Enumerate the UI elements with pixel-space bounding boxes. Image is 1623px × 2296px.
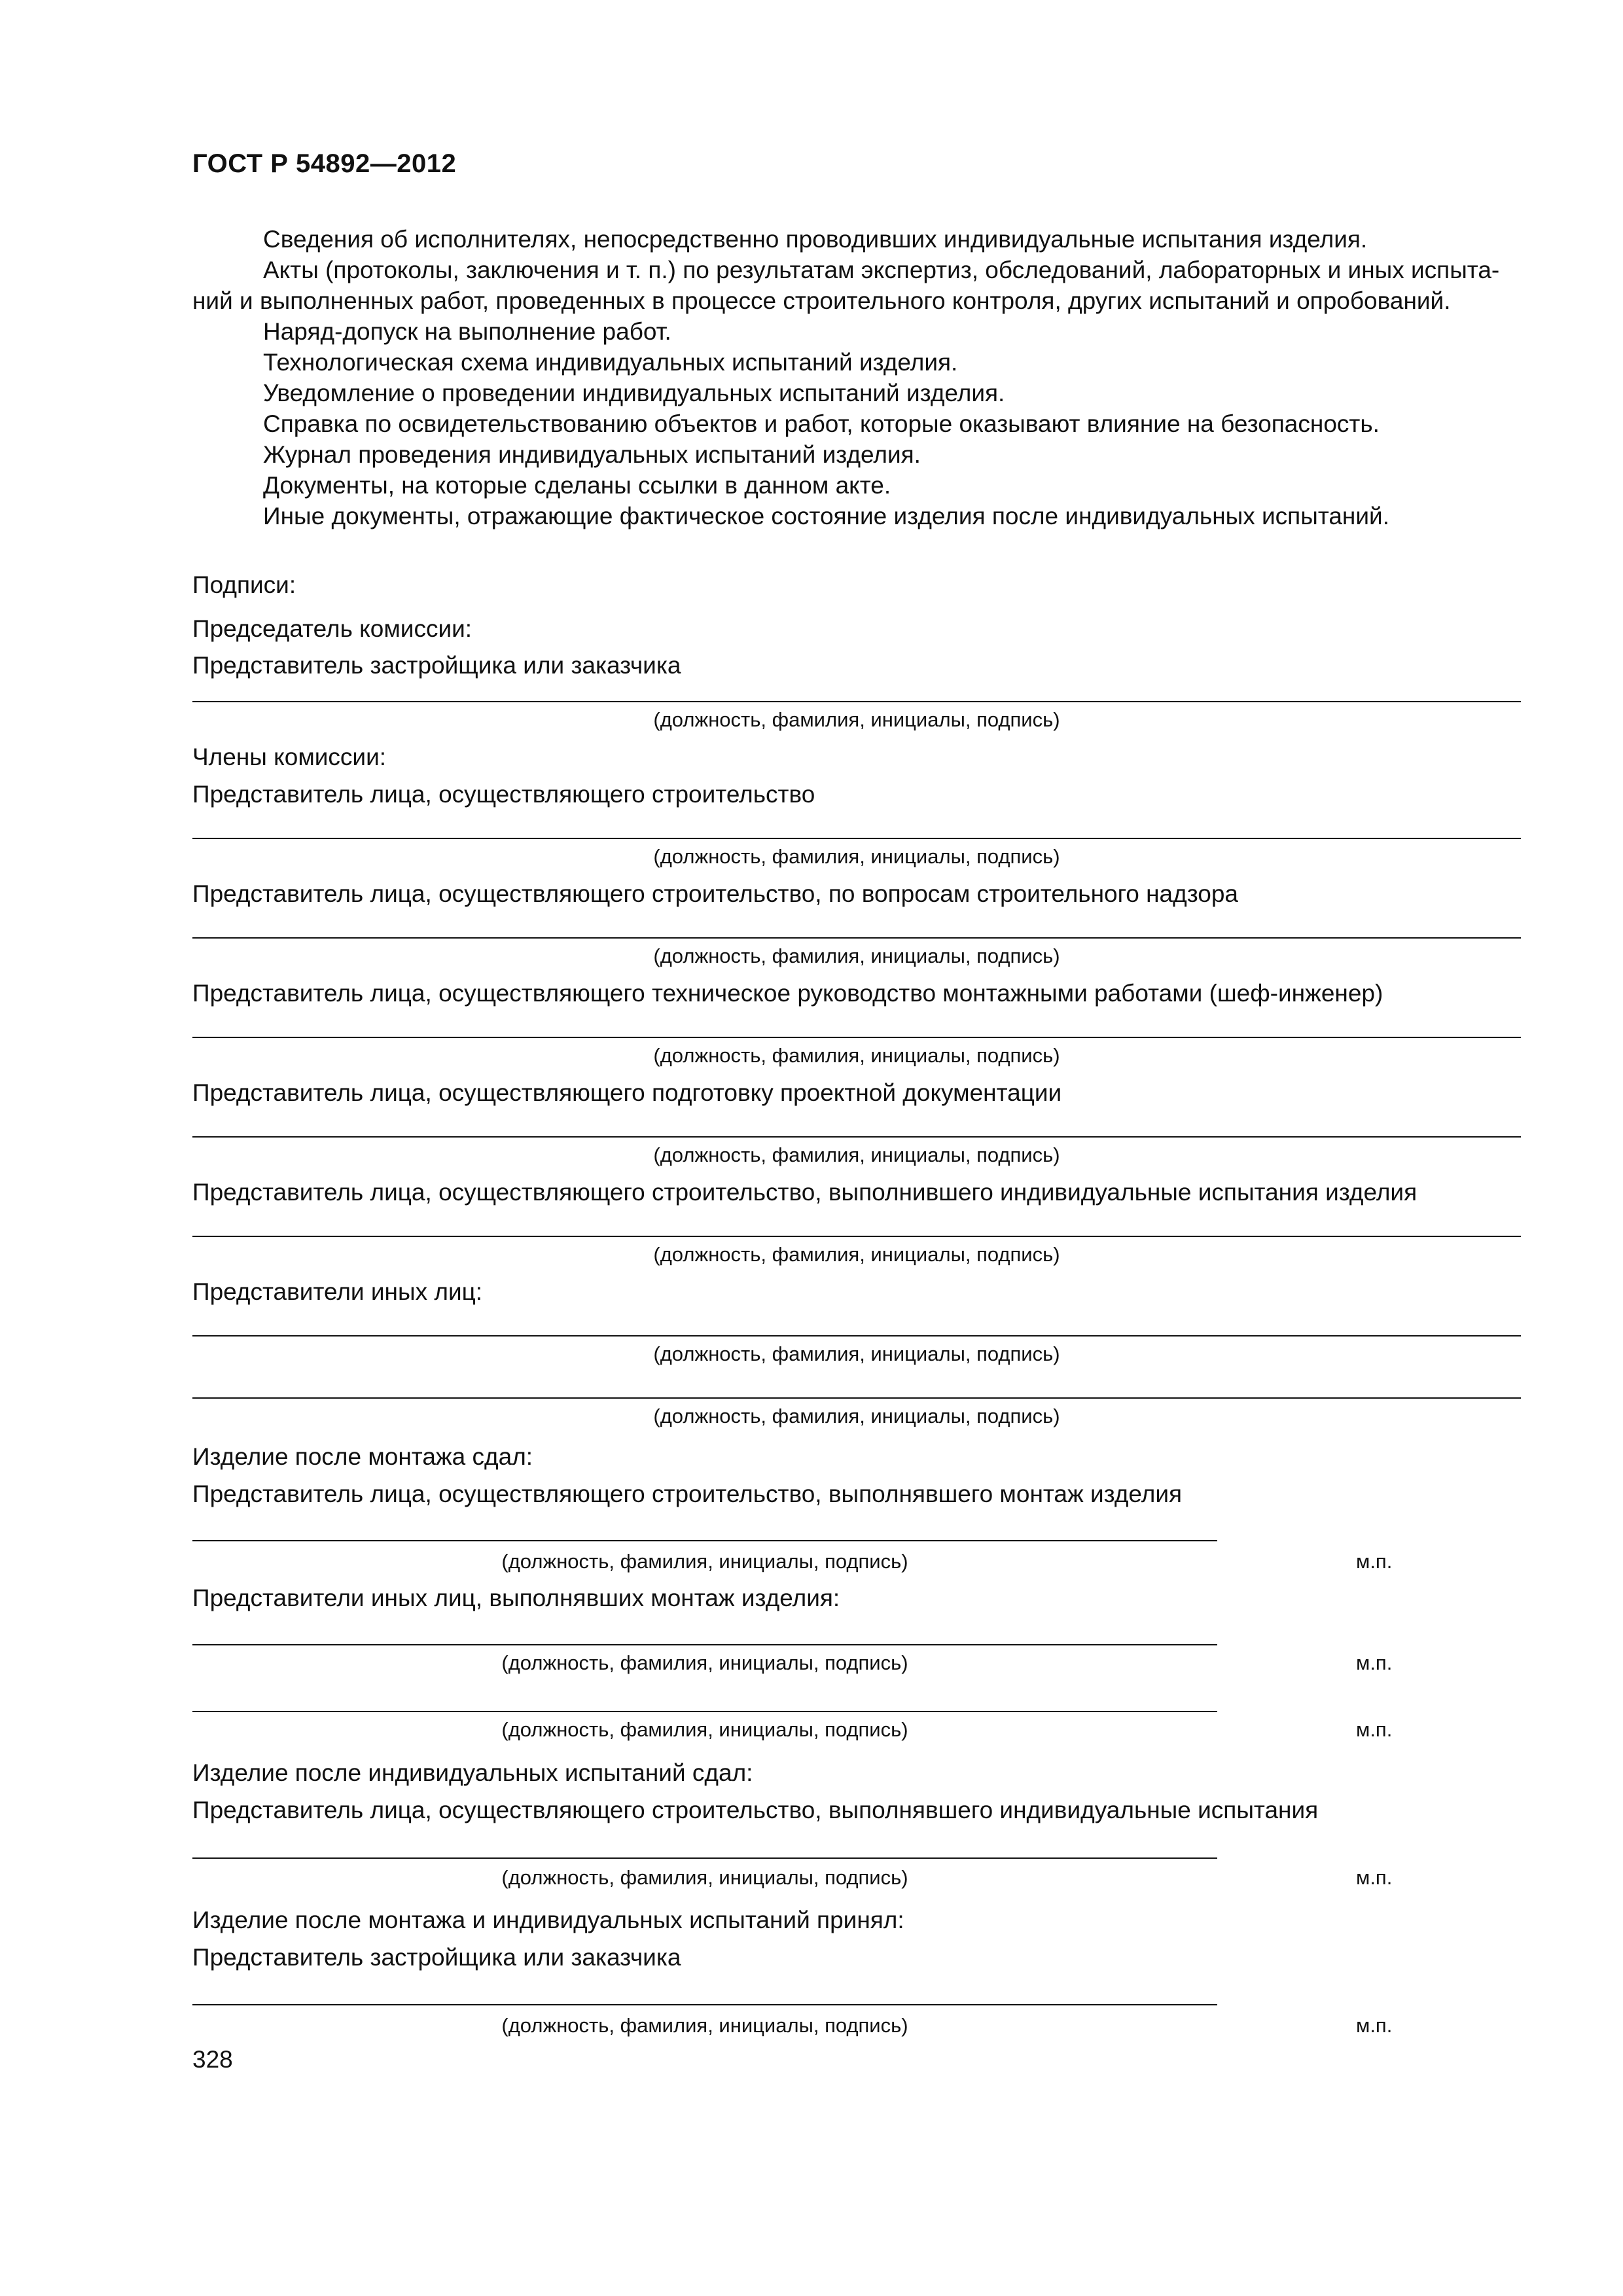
stamp-label: м.п. xyxy=(1356,1866,1393,1889)
chairman-label: Председатель комиссии: xyxy=(192,615,473,642)
signature-line[interactable] xyxy=(192,1540,1217,1541)
signature-line[interactable] xyxy=(192,2004,1217,2005)
list-item: Журнал проведения индивидуальных испытаний изделия. xyxy=(263,441,921,468)
list-item: Справка по освидетельствованию объектов и работ, которые оказывают влияние на безопасность. xyxy=(263,410,1380,437)
signature-caption: (должность, фамилия, инициалы, подпись) xyxy=(653,1405,1060,1427)
signature-caption: (должность, фамилия, инициалы, подпись) xyxy=(653,1044,1060,1067)
stamp-label: м.п. xyxy=(1356,2014,1393,2037)
after-mounting-label: Изделие после монтажа сдал: xyxy=(192,1443,533,1470)
signature-line[interactable] xyxy=(192,1644,1217,1645)
rep-builder-tests2-label: Представитель лица, осуществляющего строительство, выполнявшего индивидуальные испытания xyxy=(192,1797,1319,1823)
signature-line[interactable] xyxy=(192,1136,1521,1138)
accepted-label: Изделие после монтажа и индивидуальных испытаний принял: xyxy=(192,1907,904,1933)
stamp-label: м.п. xyxy=(1356,1550,1393,1573)
signature-caption: (должность, фамилия, инициалы, подпись) xyxy=(501,1651,908,1674)
signature-line[interactable] xyxy=(192,1335,1521,1336)
signature-line[interactable] xyxy=(192,1236,1521,1237)
rep-customer-accept-label: Представитель застройщика или заказчика xyxy=(192,1944,681,1971)
list-item: Наряд-допуск на выполнение работ. xyxy=(263,318,671,345)
document-header: ГОСТ Р 54892—2012 xyxy=(192,149,457,178)
signature-caption: (должность, фамилия, инициалы, подпись) xyxy=(501,2014,908,2037)
rep-customer-label: Представитель застройщика или заказчика xyxy=(192,652,681,679)
signature-line[interactable] xyxy=(192,1857,1217,1859)
signature-line[interactable] xyxy=(192,701,1521,702)
rep-builder-label: Представитель лица, осуществляющего строительство xyxy=(192,781,815,808)
list-item: ний и выполненных работ, проведенных в процессе строительного контроля, других испытаний и опробований. xyxy=(192,287,1451,314)
list-item: Сведения об исполнителях, непосредственно проводивших индивидуальные испытания изделия. xyxy=(263,226,1368,253)
list-item: Уведомление о проведении индивидуальных испытаний изделия. xyxy=(263,380,1005,406)
signature-caption: (должность, фамилия, инициалы, подпись) xyxy=(653,944,1060,967)
signature-caption: (должность, фамилия, инициалы, подпись) xyxy=(653,845,1060,868)
rep-builder-mounting-label: Представитель лица, осуществляющего строительство, выполнявшего монтаж изделия xyxy=(192,1480,1183,1507)
signature-caption: (должность, фамилия, инициалы, подпись) xyxy=(501,1550,908,1573)
rep-others-mounting-label: Представители иных лиц, выполнявших монтаж изделия: xyxy=(192,1585,840,1611)
rep-others-label: Представители иных лиц: xyxy=(192,1278,483,1305)
signature-line[interactable] xyxy=(192,1037,1521,1038)
members-label: Члены комиссии: xyxy=(192,744,387,770)
rep-chief-engineer-label: Представитель лица, осуществляющего техническое руководство монтажными работами (шеф-инженер) xyxy=(192,980,1383,1007)
rep-design-label: Представитель лица, осуществляющего подготовку проектной документации xyxy=(192,1079,1062,1106)
page-number: 328 xyxy=(192,2046,233,2073)
signature-caption: (должность, фамилия, инициалы, подпись) xyxy=(653,708,1060,731)
signature-line[interactable] xyxy=(192,1397,1521,1399)
signature-caption: (должность, фамилия, инициалы, подпись) xyxy=(653,1243,1060,1266)
list-item: Технологическая схема индивидуальных испытаний изделия. xyxy=(263,349,958,376)
rep-builder-tests-label: Представитель лица, осуществляющего строительство, выполнившего индивидуальные испытания изделия xyxy=(192,1179,1418,1206)
list-item: Иные документы, отражающие фактическое состояние изделия после индивидуальных испытаний. xyxy=(263,503,1389,529)
signature-line[interactable] xyxy=(192,937,1521,939)
after-tests-label: Изделие после индивидуальных испытаний сдал: xyxy=(192,1759,753,1786)
signature-line[interactable] xyxy=(192,838,1521,839)
stamp-label: м.п. xyxy=(1356,1651,1393,1674)
list-item: Документы, на которые сделаны ссылки в данном акте. xyxy=(263,472,891,499)
signatures-heading: Подписи: xyxy=(192,571,296,598)
signature-caption: (должность, фамилия, инициалы, подпись) xyxy=(653,1342,1060,1365)
stamp-label: м.п. xyxy=(1356,1718,1393,1741)
signature-caption: (должность, фамилия, инициалы, подпись) xyxy=(501,1718,908,1741)
rep-supervision-label: Представитель лица, осуществляющего строительство, по вопросам строительного надзора xyxy=(192,880,1239,907)
list-item: Акты (протоколы, заключения и т. п.) по результатам экспертиз, обследований, лабораторных и иных испыта- xyxy=(263,257,1500,283)
signature-caption: (должность, фамилия, инициалы, подпись) xyxy=(653,1143,1060,1166)
signature-caption: (должность, фамилия, инициалы, подпись) xyxy=(501,1866,908,1889)
signature-line[interactable] xyxy=(192,1711,1217,1712)
